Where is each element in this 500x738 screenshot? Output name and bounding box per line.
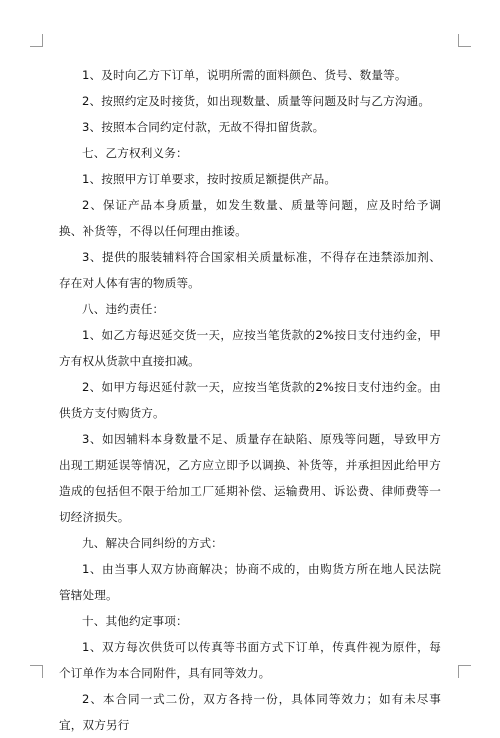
- section-heading-seller-rights: 七、乙方权利义务：: [82, 146, 188, 160]
- paragraph-buyer-payment: 3、按照本合同约定付款，无故不得扣留货款。: [82, 120, 325, 134]
- crop-mark-bottom-left: [30, 665, 43, 678]
- paragraph-seller-supply: 1、按照甲方订单要求，按时按质足额提供产品。: [82, 172, 337, 186]
- paragraph-seller-quality: 2、保证产品本身质量，如发生数量、质量等问题，应及时给予调换、补货等，不得以任何理由推诿。: [59, 198, 441, 238]
- crop-mark-bottom-right: [458, 665, 471, 678]
- section-heading-liability: 八、违约责任：: [82, 302, 165, 316]
- paragraph-buyer-order: 1、及时向乙方下订单，说明所需的面料颜色、货号、数量等。: [82, 68, 407, 82]
- paragraph-other-copies: 2、本合同一式二份，双方各持一份，具体同等效力；如有未尽事宜，双方另行: [59, 692, 441, 732]
- paragraph-liability-defects: 3、如因辅料本身数量不足、质量存在缺陷、原残等问题，导致甲方出现工期延误等情况，乙方应立即予以调换、补货等，并承担因此给甲方造成的包括但不限于给加工厂延期补偿、运输费用、诉讼费、律师费等一切经济损失。: [59, 432, 441, 524]
- paragraph-dispute-resolution: 1、由当事人双方协商解决；协商不成的，由购货方所在地人民法院管辖处理。: [59, 562, 441, 602]
- document-body: [59, 62, 441, 738]
- paragraph-liability-late-payment: 2、如甲方每迟延付款一天，应按当笔货款的2%按日支付违约金。由供货方支付购货方。: [59, 380, 441, 420]
- crop-mark-top-left: [30, 34, 43, 47]
- paragraph-liability-late-delivery: 1、如乙方每迟延交货一天，应按当笔货款的2%按日支付违约金，甲方有权从货款中直接扣减。: [59, 328, 441, 368]
- paragraph-buyer-receive: 2、按照约定及时接货，如出现数量、质量等问题及时与乙方沟通。: [82, 94, 431, 108]
- section-heading-other: 十、其他约定事项：: [82, 614, 188, 628]
- paragraph-seller-standards: 3、提供的服装辅料符合国家相关质量标准，不得存在违禁添加剂、存在对人体有害的物质等。: [59, 250, 441, 290]
- section-heading-dispute: 九、解决合同纠纷的方式：: [82, 536, 223, 550]
- paragraph-other-fax-orders: 1、双方每次供货可以传真等书面方式下订单，传真件视为原件，每个订单作为本合同附件，具有同等效力。: [59, 640, 441, 680]
- crop-mark-top-right: [458, 34, 471, 47]
